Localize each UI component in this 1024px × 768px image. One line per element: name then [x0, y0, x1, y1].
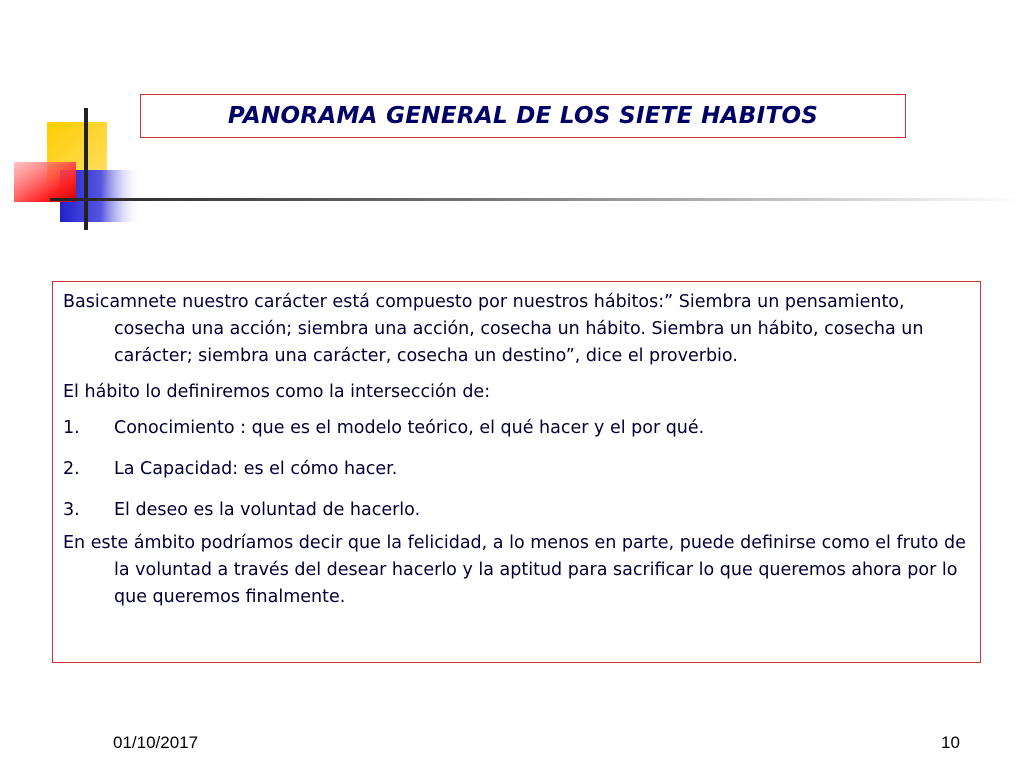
list-number: 1.	[63, 418, 80, 438]
content-box	[52, 281, 981, 663]
footer-date: 01/10/2017	[113, 733, 199, 752]
list-item	[63, 415, 968, 442]
vertical-line	[84, 108, 88, 230]
list-text: La Capacidad: es el cómo hacer.	[114, 459, 398, 479]
list-item	[63, 456, 968, 483]
horizontal-line	[50, 198, 1024, 201]
slide-title: PANORAMA GENERAL DE LOS SIETE HABITOS	[227, 103, 819, 129]
list-text: Conocimiento : que es el modelo teórico, el qué hacer y el por qué.	[114, 418, 705, 438]
list-number: 3.	[63, 500, 80, 520]
list-number: 2.	[63, 459, 80, 479]
red-square	[14, 162, 76, 202]
intro-paragraph: Basicamnete nuestro carácter está compuesto por nuestros hábitos:” Siembra un pensamiento, cosecha una acción; siembra una acción, cosecha un hábito. Siembra un hábito, cosecha un carácter; siembra una carácter, cosecha un destino”, dice el proverbio.	[63, 292, 924, 366]
title-box	[140, 94, 906, 138]
list-item	[63, 497, 968, 524]
definition-lead: El hábito lo definiremos como la intersección de:	[63, 382, 491, 402]
conclusion-paragraph: En este ámbito podríamos decir que la felicidad, a lo menos en parte, puede definirse como el fruto de la voluntad a través del desear hacerlo y la aptitud para sacrificar lo que queremos ahora por lo que queremos finalmente.	[63, 533, 966, 607]
page-number: 10	[941, 733, 960, 752]
list-text: El deseo es la voluntad de hacerlo.	[114, 500, 421, 520]
